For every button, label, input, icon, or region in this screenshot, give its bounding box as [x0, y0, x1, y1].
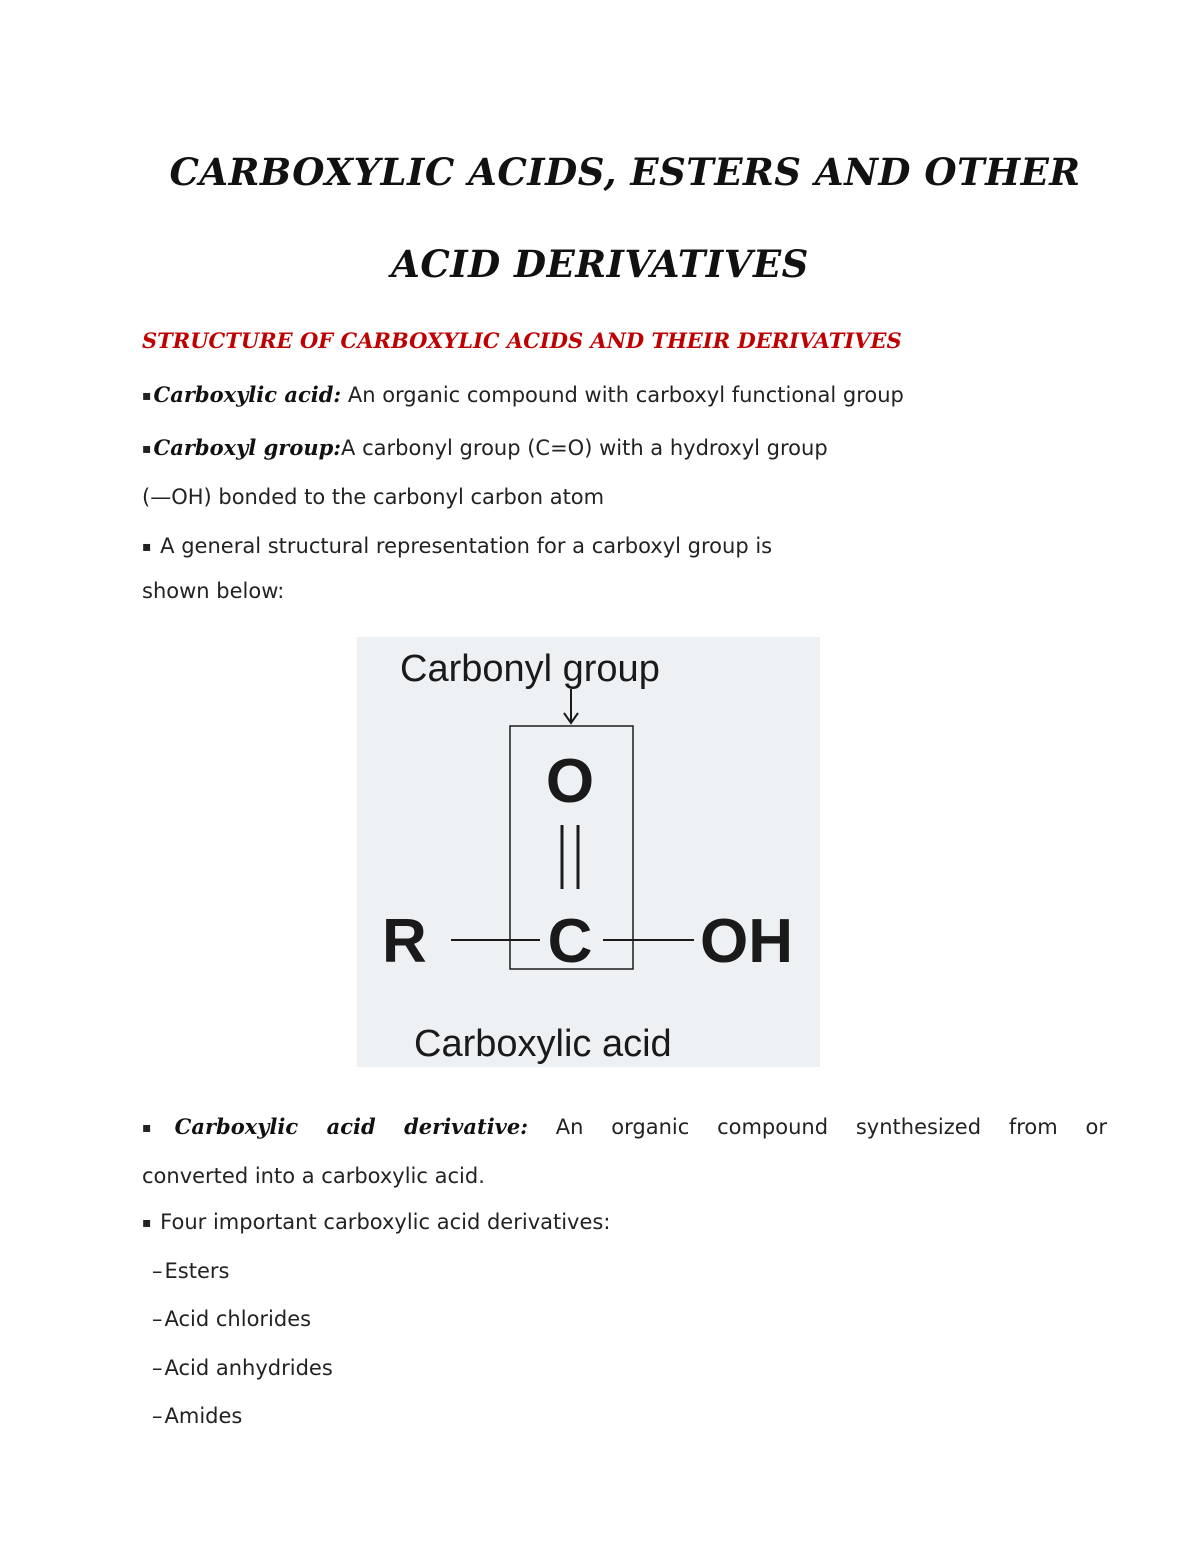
general-structure-continuation: shown below: — [142, 579, 285, 603]
carbon-atom: C — [547, 907, 593, 976]
derivatives-intro-text: Four important carboxylic acid derivatives: — [153, 1210, 611, 1234]
definition-carboxylic-acid-derivative — [142, 1113, 1107, 1142]
definition-text: An organic compound with carboxyl functional group — [341, 383, 904, 407]
oxygen-atom: O — [545, 747, 595, 816]
bullet-icon: ▪ — [142, 388, 152, 404]
list-item-label: Esters — [164, 1259, 230, 1283]
dash-icon: – — [152, 1307, 163, 1331]
document-title-line-1: CARBOXYLIC ACIDS, ESTERS AND OTHER — [169, 150, 1081, 194]
hydroxyl-group: OH — [700, 907, 793, 976]
definition-text: An organic compound synthesized from or — [527, 1115, 1107, 1139]
dash-icon: – — [152, 1259, 163, 1283]
list-item — [142, 1354, 333, 1382]
list-item — [142, 1305, 311, 1333]
carboxylic-acid-label: Carboxylic acid — [414, 1023, 672, 1065]
definition-continuation: (—OH) bonded to the carbonyl carbon atom — [142, 485, 605, 509]
definition-text: A carbonyl group (C=O) with a hydroxyl group — [341, 436, 828, 460]
general-structure-text — [142, 532, 772, 561]
general-structure-sentence: A general structural representation for a carboxyl group is — [153, 534, 773, 558]
bullet-icon: ▪ — [142, 441, 152, 457]
dash-icon: – — [152, 1356, 163, 1380]
carbonyl-group-label: Carbonyl group — [400, 648, 660, 690]
dash-icon: – — [152, 1404, 163, 1428]
derivatives-intro — [142, 1208, 610, 1237]
bullet-icon: ▪ — [142, 1120, 173, 1136]
list-item-label: Amides — [164, 1404, 243, 1428]
term-carboxylic-acid-derivative: Carboxylic acid derivative: — [174, 1114, 528, 1139]
definition-carboxylic-acid — [142, 381, 904, 410]
r-group: R — [382, 907, 427, 976]
derivative-continuation: converted into a carboxylic acid. — [142, 1164, 485, 1188]
section-heading: STRUCTURE OF CARBOXYLIC ACIDS AND THEIR DERIVATIVES — [142, 328, 902, 353]
structure-diagram — [357, 637, 820, 1067]
term-carboxyl-group: Carboxyl group: — [153, 435, 342, 460]
list-item — [142, 1257, 229, 1285]
bullet-icon: ▪ — [142, 539, 152, 555]
term-carboxylic-acid: Carboxylic acid: — [153, 382, 342, 407]
list-item-label: Acid chlorides — [164, 1307, 312, 1331]
list-item-label: Acid anhydrides — [164, 1356, 333, 1380]
list-item — [142, 1402, 242, 1430]
carboxylic-acid-structure-figure — [357, 637, 820, 1067]
definition-carboxyl-group — [142, 434, 828, 463]
bullet-icon: ▪ — [142, 1215, 152, 1231]
document-title-line-2: ACID DERIVATIVES — [391, 242, 809, 286]
